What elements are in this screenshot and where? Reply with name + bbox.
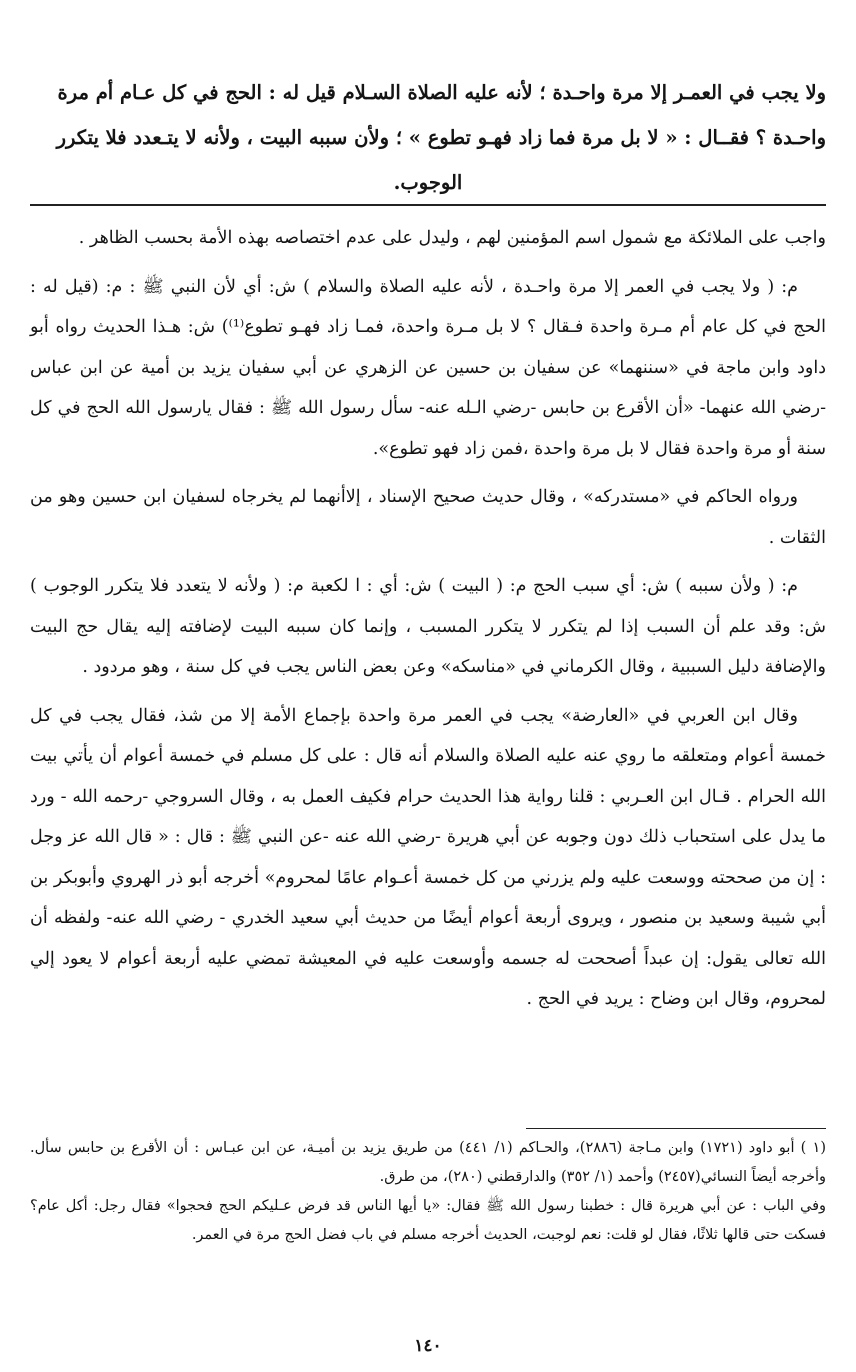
matn-line: الوجوب. (393, 171, 463, 194)
page-number: ١٤٠ (414, 1336, 442, 1356)
footnotes (30, 1134, 826, 1250)
matn-text (30, 70, 826, 205)
commentary-paragraph: ورواه الحاكم في «مستدركه» ، وقال حديث صحيح الإسناد ، إلاأنهما لم يخرجاه لسفيان ابن حسين وهو من الثقات . (30, 487, 826, 548)
commentary-paragraph: وقال ابن العربي في «العارضة» يجب في العمر مرة واحدة بإجماع الأمة إلا من شذ، فقال يجب في كل خمسة أعوام ومتعلقه ما روي عنه عليه الصلاة والسلام أنه قال : على كل مسلم في خمسة أعوام أن يأتي بيت الله الحرام . قـال ابن العـربي : قلنا رواية هذا الحديث حرام فكيف العمل به ، وقال السروجي -رحمه الله - ورد ما يدل على استحباب ذلك دون وجوبه عن أبي هريرة -رضي الله عنه -عن النبي ﷺ : قال : « قال الله عز وجل : إن من صححته ووسعت عليه ولم يزرني من كل خمسة أعـوام عامًا لمحروم» أخرجه أبو ذر الهروي وأبوبكر بن أبي شيبة وسعيد بن منصور ، ويروى أربعة أعوام أيضًا من حديث أبي سعيد الخدري - رضي الله عنه- ولفظه أن الله تعالى يقول: إن عبداً أصححت له جسمه وأوسعت عليه في المعيشة تمضي عليه أربعة أعوام لا يعود إلي لمحروم، وقال ابن وضاح : يريد في الحج . (30, 705, 826, 1009)
commentary-paragraph: م: ( ولأن سببه ) ش: أي سبب الحج م: ( البيت ) ش: أي : ا لكعبة م: ( ولأنه لا يتعدد فلا يتكرر الوجوب ) ش: وقد علم أن السبب إذا لم يتكرر لا يتكرر المسبب ، وإنما كان سببه البيت لإضافته إليه يقال حج البيت والإضافة دليل السببية ، وقال الكرماني في «مناسكه» وعن بعض الناس يجب في كل سنة ، وهو مردود . (30, 576, 826, 677)
commentary-paragraph: واجب على الملائكة مع شمول اسم المؤمنين لهم ، وليدل على عدم اختصاصه بهذه الأمة بحسب الظاهر . (78, 228, 826, 248)
footnote-divider (526, 1128, 826, 1129)
footnote: وفي الباب : عن أبي هريرة قال : خطبنا رسول الله ﷺ فقال: «يا أيها الناس قد فرض عـليكم الحج فحجوا» فقال رجل: أكل عام؟ فسكت حتى قالها ثلاثًا، فقال لو قلت: نعم لوجبت، الحديث أخرجه مسلم في باب فضل الحج مرة في العمر. (30, 1198, 826, 1243)
matn-line: واحـدة ؟ فقــال : « لا بل مرة فما زاد فهـو تطوع » ؛ ولأن سببه البيت ، ولأنه لا يتـعدد فلا يتكرر (56, 126, 826, 149)
commentary-paragraph: م: ( ولا يجب في العمر إلا مرة واحـدة ، لأنه عليه الصلاة والسلام ) ش: أي لأن النبي ﷺ : م: (قيل له : الحج في كل عام أم مـرة واحدة فـقال ؟ لا بل مـرة واحدة، فمـا زاد فهـو تطوع⁽¹⁾) ش: هـذا الحديث رواه أبو داود وابن ماجة في «سننهما» عن سفيان بن حسين عن الزهري عن أبي سفيان يزيد بن أمية عن ابن عباس -رضي الله عنهما- «أن الأقرع بن حابس -رضي الـله عنه- سأل رسول الله ﷺ : فقال يارسول الله الحج في كل سنة أو مرة واحدة فقال لا بل مرة واحدة ،فمن زاد فهو تطوع». (30, 276, 827, 459)
commentary-text (30, 218, 826, 1028)
matn-line: ولا يجب في العمـر إلا مرة واحـدة ؛ لأنه عليه الصلاة السـلام قيل له : الحج في كل عـام أم مرة (57, 81, 826, 104)
matn-divider (30, 204, 826, 206)
footnote: (١ ) أبو داود (١٧٢١) وابن مـاجة (٢٨٨٦)، والحـاكم (١/ ٤٤١) من طريق يزيد بن أميـة، عن ابن عبـاس : أن الأقرع بن حابس سأل. وأخرجه أيضاً النسائي(٢٤٥٧) وأحمد (١/ ٣٥٢) والدارقطني (٢٨٠)، من طرق. (30, 1140, 826, 1185)
